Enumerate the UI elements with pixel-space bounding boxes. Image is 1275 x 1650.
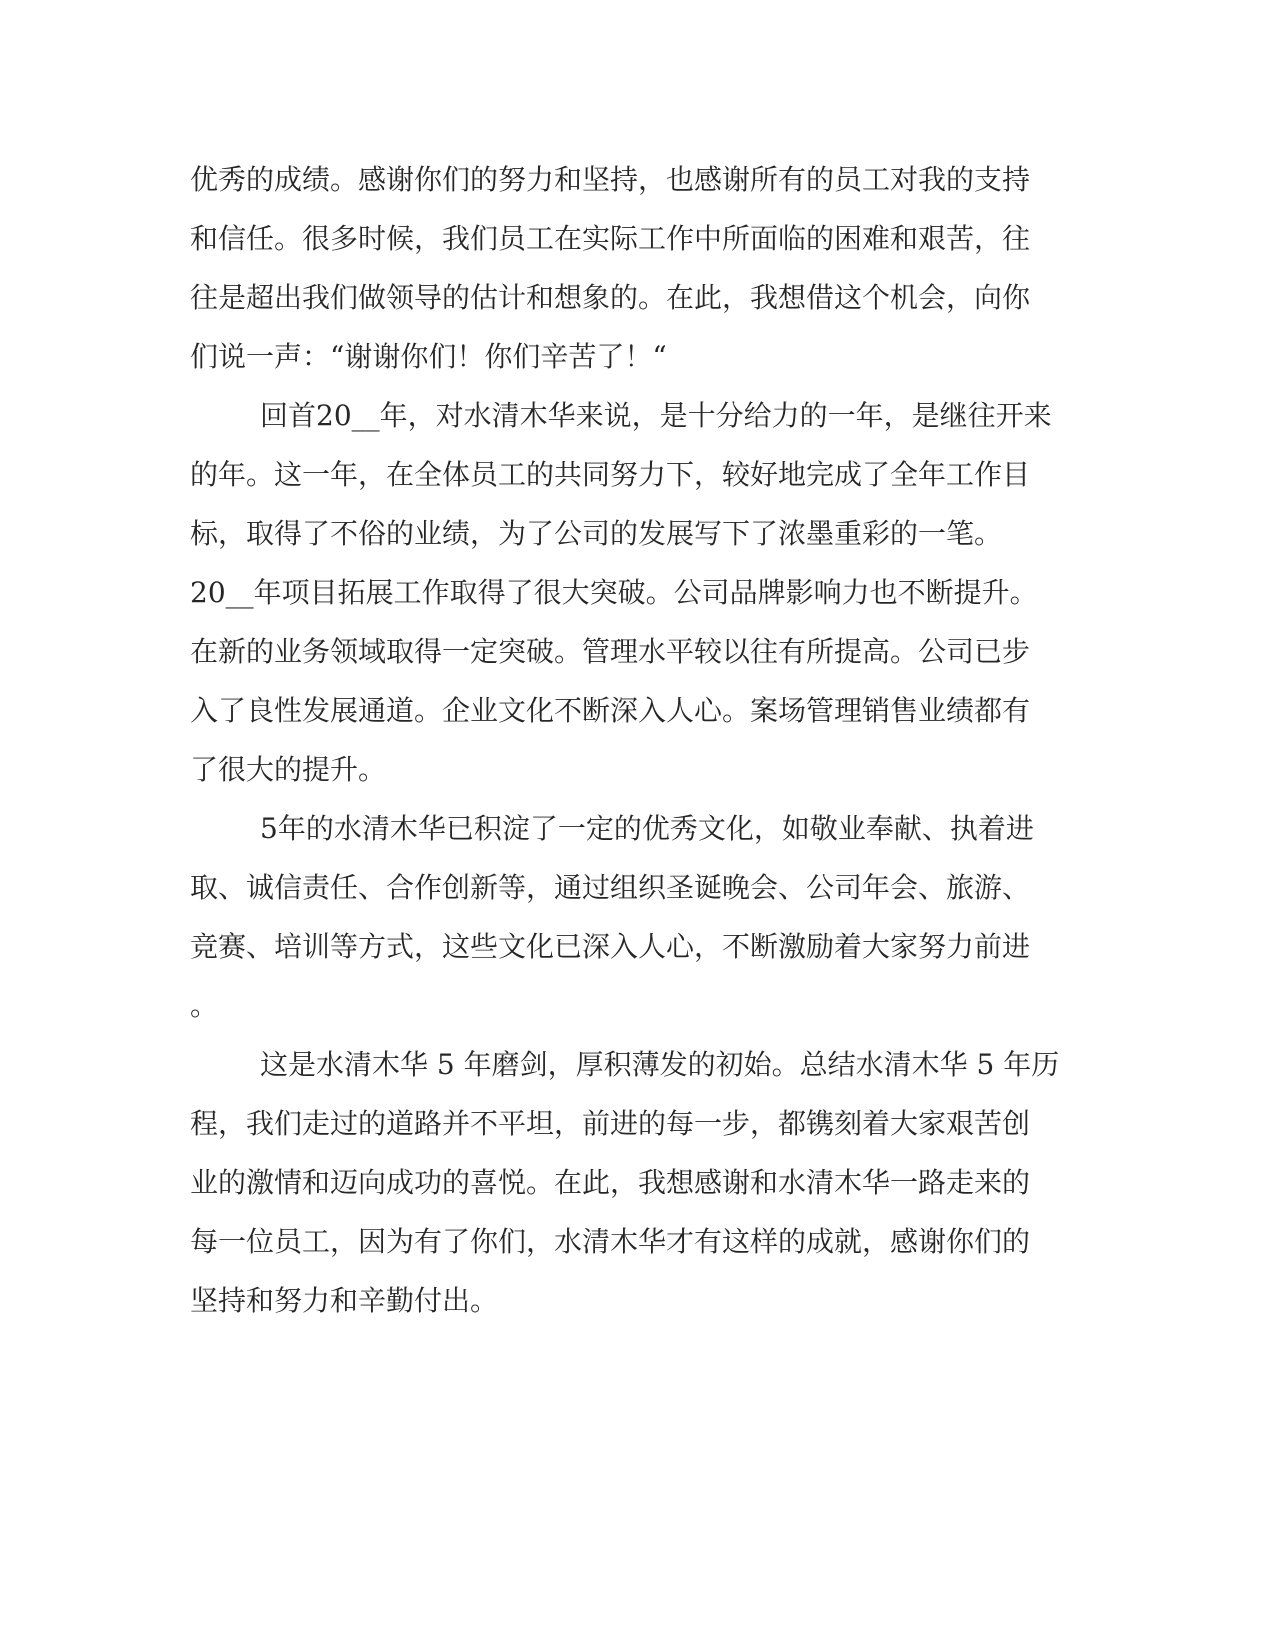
text-line: 20__年项目拓展工作取得了很大突破。公司品牌影响力也不断提升。 [190,576,1038,609]
text-line: 往是超出我们做领导的估计和想象的。在此，我想借这个机会，向你 [190,281,1031,314]
text-line: 业的激情和迈向成功的喜悦。在此，我想感谢和水清木华一路走来的 [190,1166,1031,1199]
text-line: 。 [190,989,219,1022]
text-line: 入了良性发展通道。企业文化不断深入人心。案场管理销售业绩都有 [190,694,1031,727]
text-line: 竞赛、培训等方式，这些文化已深入人心，不断激励着大家努力前进 [190,930,1031,963]
text-line: 的年。这一年，在全体员工的共同努力下，较好地完成了全年工作目 [190,458,1031,491]
text-line: 坚持和努力和辛勤付出。 [190,1284,499,1317]
text-line: 标，取得了不俗的业绩，为了公司的发展写下了浓墨重彩的一笔。 [190,517,1003,550]
text-line: 回首20__年，对水清木华来说，是十分给力的一年，是继往开来 [260,399,1052,432]
text-line: 了很大的提升。 [190,753,387,786]
text-line: 这是水清木华 5 年磨剑，厚积薄发的初始。总结水清木华 5 年历 [260,1048,1060,1081]
text-line: 们说一声：“谢谢你们！你们辛苦了！“ [190,340,667,373]
text-line: 每一位员工，因为有了你们，水清木华才有这样的成就，感谢你们的 [190,1225,1031,1258]
text-line: 5年的水清木华已积淀了一定的优秀文化，如敬业奉献、执着进 [260,812,1034,845]
text-line: 在新的业务领域取得一定突破。管理水平较以往有所提高。公司已步 [190,635,1031,668]
text-line: 优秀的成绩。感谢你们的努力和坚持，也感谢所有的员工对我的支持 [190,163,1031,196]
text-line: 取、诚信责任、合作创新等，通过组织圣诞晚会、公司年会、旅游、 [190,871,1031,904]
text-line: 程，我们走过的道路并不平坦，前进的每一步，都镌刻着大家艰苦创 [190,1107,1031,1140]
text-line: 和信任。很多时候，我们员工在实际工作中所面临的困难和艰苦，往 [190,222,1031,255]
